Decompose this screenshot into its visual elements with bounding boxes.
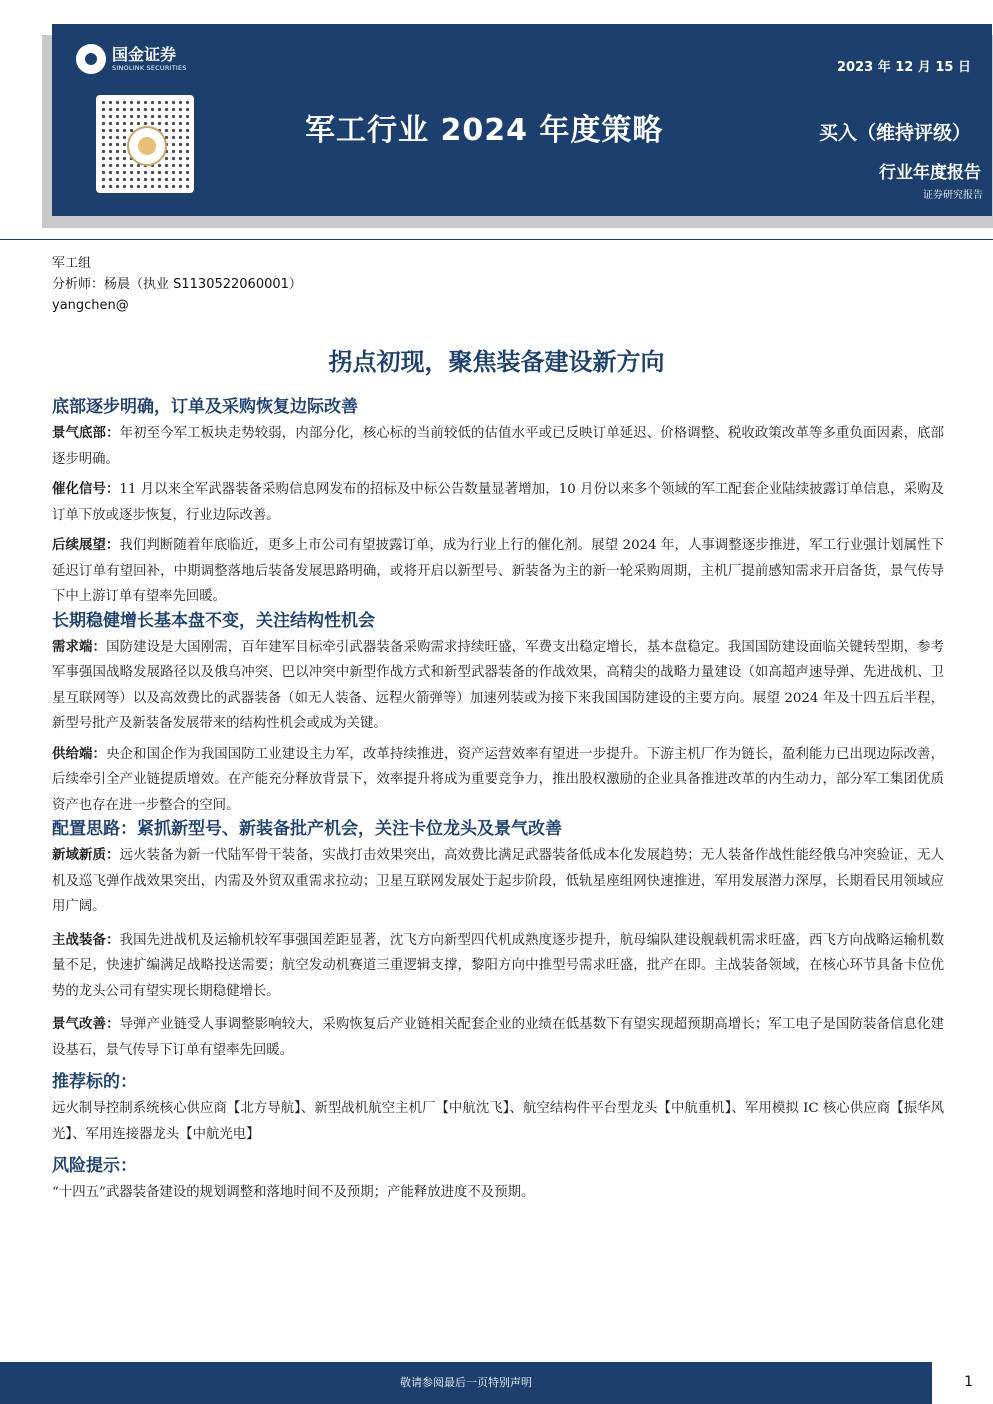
header-divider — [0, 239, 993, 240]
section-recommendations — [52, 1071, 944, 1147]
report-title: 军工行业 2024 年度策略 — [305, 113, 664, 148]
qr-code-icon — [96, 95, 194, 193]
report-body — [52, 396, 944, 1206]
section-bottoming — [52, 396, 944, 610]
paragraph: 主战装备：我国先进战机及运输机较军事强国差距显著，沈飞方向新型四代机成熟度逐步提升，航母编队建设舰载机需求旺盛，西飞方向战略运输机数量不足，快速扩编满足战略投送需要；航空发动机赛道三重逻辑支撑，黎阳方向中推型号需求旺盛，批产在即。主战装备领域，在核心环节具备卡位优势的龙头公司有望实现长期稳健增长。 — [52, 931, 945, 999]
section-title: 推荐标的： — [52, 1072, 137, 1092]
paragraph: 供给端：央企和国企作为我国国防工业建设主力军，改革持续推进，资产运营效率有望进一步提升。下游主机厂作为链长，盈利能力已出现边际改善，后续牵引全产业链提质增效。在产能充分释放背景下，效率提升将成为重要竞争力，推出股权激励的企业具备推进改革的内生动力，部分军工集团优质资产也存在进一步整合的空间。 — [52, 745, 945, 813]
paragraph: 新域新质：远火装备为新一代陆军骨干装备，实战打击效果突出，高效费比满足武器装备低成本化发展趋势；无人装备作战性能经俄乌冲突验证，无人机及巡飞弹作战效果突出，内需及外贸双重需求拉动；卫星互联网发展处于起步阶段，低轨星座组网快速推进，军用发展潜力深厚，长期看民用领域应用广阔。 — [52, 847, 945, 914]
report-headline: 拐点初现，聚焦装备建设新方向 — [328, 348, 665, 376]
paragraph: 后续展望：我们判断随着年底临近，更多上市公司有望披露订单，成为行业上行的催化剂。展望 2024 年，人事调整逐步推进，军工行业强计划属性下延迟订单有望回补，中期调整落地后装备发展思路明确，或将开启以新型号、新装备为主的新一轮采购周期，主机厂提前感知需求开启备货，景气传导下中上游订单有望率先回暖。 — [52, 537, 944, 604]
paragraph: 景气改善：导弹产业链受人事调整影响较大，采购恢复后产业链相关配套企业的业绩在低基数下有望实现超预期高增长；军工电子是国防装备信息化建设基石，景气传导下订单有望率先回暖。 — [52, 1016, 945, 1058]
section-title: 底部逐步明确，订单及采购恢复边际改善 — [52, 397, 358, 417]
paragraph: 催化信号：11 月以来全军武器装备采购信息网发布的招标及中标公告数量显著增加，10 月份以来多个领域的军工配套企业陆续披露订单信息，采购及订单下放或逐步恢复，行业边际改善。 — [52, 481, 944, 523]
paragraph: 远火制导控制系统核心供应商【北方导航】、新型战机航空主机厂【中航沈飞】、航空结构件平台型龙头【中航重机】、军用模拟 IC 核心供应商【振华风光】、军用连接器龙头【中航光电】 — [52, 1101, 944, 1142]
logo-cn-text: 国金证券 — [112, 45, 177, 64]
section-title: 风险提示： — [52, 1156, 137, 1176]
report-date: 2023 年 12 月 15 日 — [837, 60, 971, 75]
logo-en-text: SINOLINK SECURITIES — [112, 64, 187, 72]
section-allocation — [52, 818, 944, 1063]
paragraph: “十四五”武器装备建设的规划调整和落地时间不及预期；产能释放进度不及预期。 — [52, 1185, 535, 1200]
section-risks — [52, 1155, 944, 1206]
paragraph: 需求端：国防建设是大国刚需，百年建军目标牵引武器装备采购需求持续旺盛，军费支出稳定增长，基本盘稳定。我国国防建设面临关键转型期，参考军事强国战略发展路径以及俄乌冲突、巴以冲突中新型作战方式和新型武器装备的作战效果，高精尖的战略力量建设（如高超声速导弹、先进战机、卫星互联网等）以及高效费比的武器装备（如无人装备、远程火箭弹等）加速列装或为接下来我国国防建设的主要方向。展望 2024 年及十四五后半程，新型号批产及新装备发展带来的结构性机会或成为关键。 — [52, 638, 945, 731]
author-info — [52, 253, 302, 316]
section-long-term — [52, 610, 944, 819]
paragraph: 景气底部：年初至今军工板块走势较弱，内部分化，核心标的当前较低的估值水平或已反映订单延迟、价格调整、税收政策改革等多重负面因素，底部逐步明确。 — [52, 425, 945, 467]
analyst-email[interactable]: yangchen@ — [52, 298, 129, 313]
team-name: 军工组 — [52, 256, 92, 271]
rating-label: 买入（维持评级） — [818, 122, 971, 144]
section-title: 配置思路：紧抓新型号、新装备批产机会，关注卡位龙头及景气改善 — [52, 819, 562, 839]
page-number: 1 — [964, 1374, 973, 1390]
company-logo — [76, 44, 187, 74]
report-type: 行业年度报告 — [879, 163, 981, 183]
section-title: 长期稳健增长基本盘不变，关注结构性机会 — [52, 610, 375, 631]
logo-mark-icon — [76, 44, 106, 74]
report-subtype: 证券研究报告 — [923, 190, 983, 201]
disclaimer-notice: 敬请参阅最后一页特别声明 — [400, 1376, 532, 1389]
analyst-name: 分析师：杨晨（执业 S1130522060001） — [52, 277, 302, 292]
